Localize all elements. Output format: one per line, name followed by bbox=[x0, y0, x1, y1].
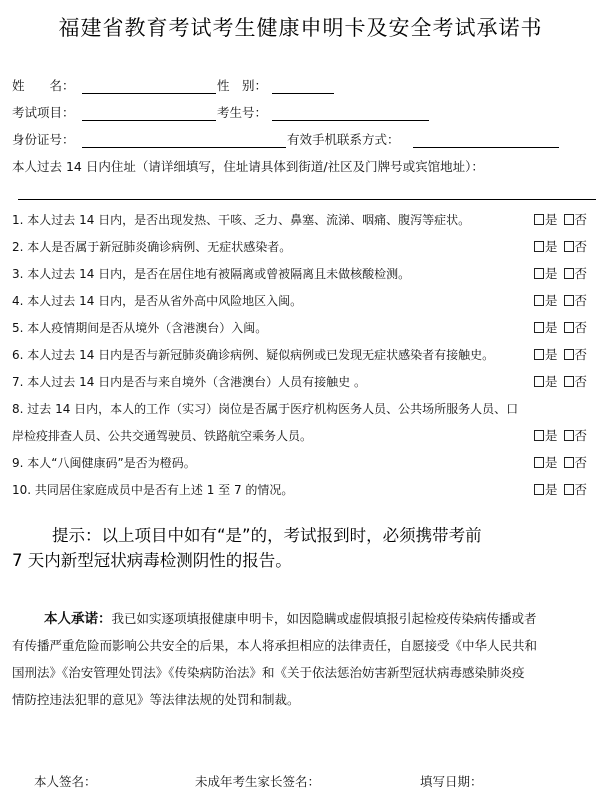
q7-no-checkbox[interactable]: 否 bbox=[564, 374, 588, 389]
q1-yes-checkbox[interactable]: 是 bbox=[534, 212, 558, 227]
name-field[interactable] bbox=[82, 93, 216, 94]
checkbox-icon bbox=[534, 268, 544, 279]
q8-options bbox=[534, 428, 587, 444]
checkbox-icon bbox=[564, 430, 574, 441]
q3-no-checkbox[interactable]: 否 bbox=[564, 266, 588, 281]
checkbox-icon bbox=[534, 457, 544, 468]
question-1: 1. 本人过去 14 日内，是否出现发热、干咳、乏力、鼻塞、流涕、咽痛、腹泻等症状。 bbox=[12, 213, 471, 227]
q4-yes-checkbox[interactable]: 是 bbox=[534, 293, 558, 308]
gender-field[interactable] bbox=[272, 93, 334, 94]
checkbox-icon bbox=[534, 214, 544, 225]
self-signature-label: 本人签名： bbox=[34, 774, 97, 789]
checkbox-icon bbox=[534, 430, 544, 441]
question-8-continued: 岸检疫排查人员、公共交通驾驶员、铁路航空乘务人员。 bbox=[12, 429, 313, 443]
phone-label: 有效手机联系方式： bbox=[287, 132, 400, 147]
question-4: 4. 本人过去 14 日内，是否从省外高中风险地区入闽。 bbox=[12, 294, 303, 308]
pledge-heading: 本人承诺： bbox=[44, 611, 112, 627]
exam-no-label: 考生号： bbox=[217, 105, 268, 120]
exam-item-label: 考试项目： bbox=[12, 105, 75, 120]
checkbox-icon bbox=[564, 457, 574, 468]
checkbox-icon bbox=[534, 484, 544, 495]
q7-yes-checkbox[interactable]: 是 bbox=[534, 374, 558, 389]
tip-line-2: 7 天内新型冠状病毒检测阴性的报告。 bbox=[12, 551, 292, 570]
q3-yes-checkbox[interactable]: 是 bbox=[534, 266, 558, 281]
q6-options bbox=[534, 347, 587, 363]
checkbox-icon bbox=[564, 484, 574, 495]
name-label: 姓 名： bbox=[12, 78, 75, 93]
question-9: 9. 本人“八闽健康码”是否为橙码。 bbox=[12, 456, 196, 470]
checkbox-icon bbox=[534, 349, 544, 360]
q7-options bbox=[534, 374, 587, 390]
gender-label: 性 别： bbox=[217, 78, 268, 93]
checkbox-icon bbox=[564, 295, 574, 306]
pledge-line-2: 有传播严重危险而影响公共安全的后果，本人将承担相应的法律责任，自愿接受《中华人民共和 bbox=[12, 638, 538, 653]
id-field[interactable] bbox=[82, 147, 286, 148]
checkbox-icon bbox=[564, 268, 574, 279]
q9-yes-checkbox[interactable]: 是 bbox=[534, 455, 558, 470]
question-3: 3. 本人过去 14 日内，是否在居住地有被隔离或曾被隔离且未做核酸检测。 bbox=[12, 267, 411, 281]
question-8: 8. 过去 14 日内，本人的工作（实习）岗位是否属于医疗机构医务人员、公共场所服务人员、口 bbox=[12, 402, 519, 416]
document-title: 福建省教育考试考生健康申明卡及安全考试承诺书 bbox=[58, 16, 543, 40]
q2-options bbox=[534, 239, 587, 255]
exam-no-field[interactable] bbox=[272, 120, 429, 121]
checkbox-icon bbox=[534, 376, 544, 387]
date-label: 填写日期： bbox=[420, 774, 483, 789]
q2-no-checkbox[interactable]: 否 bbox=[564, 239, 588, 254]
q4-no-checkbox[interactable]: 否 bbox=[564, 293, 588, 308]
pledge-line-1: 本人承诺：我已如实逐项填报健康申明卡，如因隐瞒或虚假填报引起检疫传染病传播或者 bbox=[44, 611, 537, 627]
checkbox-icon bbox=[534, 322, 544, 333]
checkbox-icon bbox=[534, 295, 544, 306]
q5-options bbox=[534, 320, 587, 336]
address-field[interactable] bbox=[18, 199, 596, 200]
q5-yes-checkbox[interactable]: 是 bbox=[534, 320, 558, 335]
q8-no-checkbox[interactable]: 否 bbox=[564, 428, 588, 443]
question-7: 7. 本人过去 14 日内是否与来自境外（含港澳台）人员有接触史 。 bbox=[12, 375, 366, 389]
checkbox-icon bbox=[564, 349, 574, 360]
checkbox-icon bbox=[564, 322, 574, 333]
checkbox-icon bbox=[564, 376, 574, 387]
q10-options bbox=[534, 482, 587, 498]
q2-yes-checkbox[interactable]: 是 bbox=[534, 239, 558, 254]
q3-options bbox=[534, 266, 587, 282]
q10-no-checkbox[interactable]: 否 bbox=[564, 482, 588, 497]
guardian-signature-label: 未成年考生家长签名： bbox=[195, 774, 321, 789]
phone-field[interactable] bbox=[413, 147, 559, 148]
exam-item-field[interactable] bbox=[82, 120, 216, 121]
pledge-line-3: 国刑法》《治安管理处罚法》《传染病防治法》和《关于依法惩治妨害新型冠状病毒感染肺炎疫 bbox=[12, 665, 525, 680]
question-5: 5. 本人疫情期间是否从境外（含港澳台）入闽。 bbox=[12, 321, 268, 335]
question-6: 6. 本人过去 14 日内是否与新冠肺炎确诊病例、疑似病例或已发现无症状感染者有接触史。 bbox=[12, 348, 495, 362]
q9-no-checkbox[interactable]: 否 bbox=[564, 455, 588, 470]
checkbox-icon bbox=[564, 214, 574, 225]
q6-yes-checkbox[interactable]: 是 bbox=[534, 347, 558, 362]
question-10: 10. 共同居住家庭成员中是否有上述 1 至 7 的情况。 bbox=[12, 483, 294, 497]
q1-options bbox=[534, 212, 587, 228]
q4-options bbox=[534, 293, 587, 309]
tip-line-1: 提示：以上项目中如有“是”的，考试报到时，必须携带考前 bbox=[52, 526, 482, 545]
id-label: 身份证号： bbox=[12, 132, 75, 147]
q9-options bbox=[534, 455, 587, 471]
address-label: 本人过去 14 日内住址（请详细填写，住址请具体到街道/社区及门牌号或宾馆地址）： bbox=[12, 159, 484, 174]
q8-yes-checkbox[interactable]: 是 bbox=[534, 428, 558, 443]
question-2: 2. 本人是否属于新冠肺炎确诊病例、无症状感染者。 bbox=[12, 240, 292, 254]
q5-no-checkbox[interactable]: 否 bbox=[564, 320, 588, 335]
q10-yes-checkbox[interactable]: 是 bbox=[534, 482, 558, 497]
q1-no-checkbox[interactable]: 否 bbox=[564, 212, 588, 227]
pledge-line-4: 情防控违法犯罪的意见》等法律法规的处罚和制裁。 bbox=[12, 692, 300, 707]
q6-no-checkbox[interactable]: 否 bbox=[564, 347, 588, 362]
checkbox-icon bbox=[564, 241, 574, 252]
checkbox-icon bbox=[534, 241, 544, 252]
